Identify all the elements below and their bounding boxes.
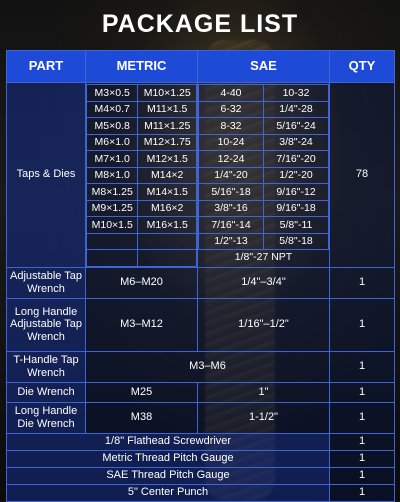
taps-dies-row <box>7 83 395 268</box>
sae-range: 1/16"–1/2" <box>198 298 330 351</box>
sae-size: 10-32 <box>264 85 329 102</box>
metric-size-row <box>87 217 197 234</box>
sae-size: 9/16"-12 <box>264 184 329 201</box>
sae-size-row <box>199 184 329 201</box>
metric-size-row <box>87 200 197 217</box>
sae-size: 8-32 <box>199 118 264 135</box>
metric-sizes-grid <box>86 84 197 267</box>
row-metric-gauge <box>7 450 395 467</box>
sae-size-row <box>199 134 329 151</box>
page-title: PACKAGE LIST <box>101 10 299 38</box>
qty: 1 <box>330 450 395 467</box>
metric-size <box>138 250 197 267</box>
metric-size <box>138 233 197 250</box>
qty: 1 <box>330 467 395 484</box>
header-qty: QTY <box>330 51 395 83</box>
metric-size-row <box>87 85 197 102</box>
qty: 1 <box>330 433 395 450</box>
part-name: T-Handle Tap Wrench <box>7 351 86 382</box>
metric-size: M4×0.7 <box>87 101 138 118</box>
sae-size: 6-32 <box>199 101 264 118</box>
metric-size: M12×1.5 <box>138 151 197 168</box>
sae-size: 1/2"-13 <box>199 233 264 250</box>
part-name: Long Handle Adjustable Tap Wrench <box>7 298 86 351</box>
part-name: Adjustable Tap Wrench <box>7 267 86 298</box>
sae-size: 3/8"-16 <box>199 200 264 217</box>
sae-size-row <box>199 167 329 184</box>
metric-size: M5×0.8 <box>87 118 138 135</box>
part-name: Long Handle Die Wrench <box>7 402 86 433</box>
sae-range: 1-1/2" <box>198 402 330 433</box>
sae-range: 1/4"–3/4" <box>198 267 330 298</box>
metric-taps-grid <box>86 83 198 268</box>
metric-size-row <box>87 167 197 184</box>
sae-size-row <box>199 233 329 250</box>
sae-size-row <box>199 151 329 168</box>
metric-size: M16×1.5 <box>138 217 197 234</box>
sae-range: 1" <box>198 382 330 402</box>
qty: 1 <box>330 298 395 351</box>
extra-item: 5" Center Punch <box>7 484 330 501</box>
row-sae-gauge <box>7 467 395 484</box>
metric-range: M6–M20 <box>86 267 198 298</box>
row-long-handle-die-wrench <box>7 402 395 433</box>
sae-size: 1/4"-20 <box>199 167 264 184</box>
package-table <box>6 50 395 502</box>
sae-size: 12-24 <box>199 151 264 168</box>
header-sae: SAE <box>198 51 330 83</box>
metric-size-row <box>87 250 197 267</box>
sae-size-row <box>199 101 329 118</box>
row-long-handle-adjustable-tap-wrench <box>7 298 395 351</box>
metric-size-row <box>87 151 197 168</box>
combined-range: M3–M6 <box>86 351 330 382</box>
qty: 1 <box>330 267 395 298</box>
row-adjustable-tap-wrench <box>7 267 395 298</box>
qty-taps-dies: 78 <box>330 83 395 268</box>
metric-size: M14×1.5 <box>138 184 197 201</box>
sae-size: 1/2"-20 <box>264 167 329 184</box>
sae-taps-grid <box>198 83 330 268</box>
sae-size: 3/8"-24 <box>264 134 329 151</box>
metric-size <box>87 250 138 267</box>
sae-size-row <box>199 118 329 135</box>
metric-size <box>87 233 138 250</box>
sae-size: 5/8"-18 <box>264 233 329 250</box>
row-screwdriver <box>7 433 395 450</box>
sae-size: 5/16"-18 <box>199 184 264 201</box>
metric-size: M7×1.0 <box>87 151 138 168</box>
qty: 1 <box>330 402 395 433</box>
part-name: Die Wrench <box>7 382 86 402</box>
row-die-wrench <box>7 382 395 402</box>
qty: 1 <box>330 351 395 382</box>
sae-size-row <box>199 217 329 234</box>
metric-size-row <box>87 101 197 118</box>
sae-size: 9/16"-18 <box>264 200 329 217</box>
metric-size: M8×1.0 <box>87 167 138 184</box>
sae-npt-size: 1/8"-27 NPT <box>234 251 293 263</box>
metric-size: M16×2 <box>138 200 197 217</box>
metric-size: M9×1.25 <box>87 200 138 217</box>
part-taps-dies: Taps & Dies <box>7 83 86 268</box>
metric-size: M11×1.5 <box>138 101 197 118</box>
metric-size: M3×0.5 <box>87 85 138 102</box>
metric-size: M6×1.0 <box>87 134 138 151</box>
extra-item: SAE Thread Pitch Gauge <box>7 467 330 484</box>
sae-size: 5/8"-11 <box>264 217 329 234</box>
metric-size: M8×1.25 <box>87 184 138 201</box>
metric-range: M25 <box>86 382 198 402</box>
sae-size: 10-24 <box>199 134 264 151</box>
metric-size: M12×1.75 <box>138 134 197 151</box>
metric-size: M11×1.25 <box>138 118 197 135</box>
sae-size: 7/16"-14 <box>199 217 264 234</box>
sae-size: 7/16"-20 <box>264 151 329 168</box>
metric-size: M10×1.5 <box>87 217 138 234</box>
metric-size-row <box>87 134 197 151</box>
header-part: PART <box>7 51 86 83</box>
metric-size-row <box>87 184 197 201</box>
extra-item: Metric Thread Pitch Gauge <box>7 450 330 467</box>
sae-sizes-grid <box>198 84 329 250</box>
extra-item: 1/8" Flathead Screwdriver <box>7 433 330 450</box>
metric-size-row <box>87 118 197 135</box>
row-center-punch <box>7 484 395 501</box>
metric-size-row <box>87 233 197 250</box>
metric-range: M3–M12 <box>86 298 198 351</box>
qty: 1 <box>330 382 395 402</box>
row-t-handle-tap-wrench <box>7 351 395 382</box>
sae-size-row <box>199 85 329 102</box>
sae-size: 1/4"-28 <box>264 101 329 118</box>
sae-size-row <box>199 200 329 217</box>
sae-size: 4-40 <box>199 85 264 102</box>
qty: 1 <box>330 484 395 501</box>
header-row <box>7 51 395 83</box>
metric-size: M10×1.25 <box>138 85 197 102</box>
sae-size: 5/16"-24 <box>264 118 329 135</box>
metric-size: M14×2 <box>138 167 197 184</box>
metric-range: M38 <box>86 402 198 433</box>
header-metric: METRIC <box>86 51 198 83</box>
